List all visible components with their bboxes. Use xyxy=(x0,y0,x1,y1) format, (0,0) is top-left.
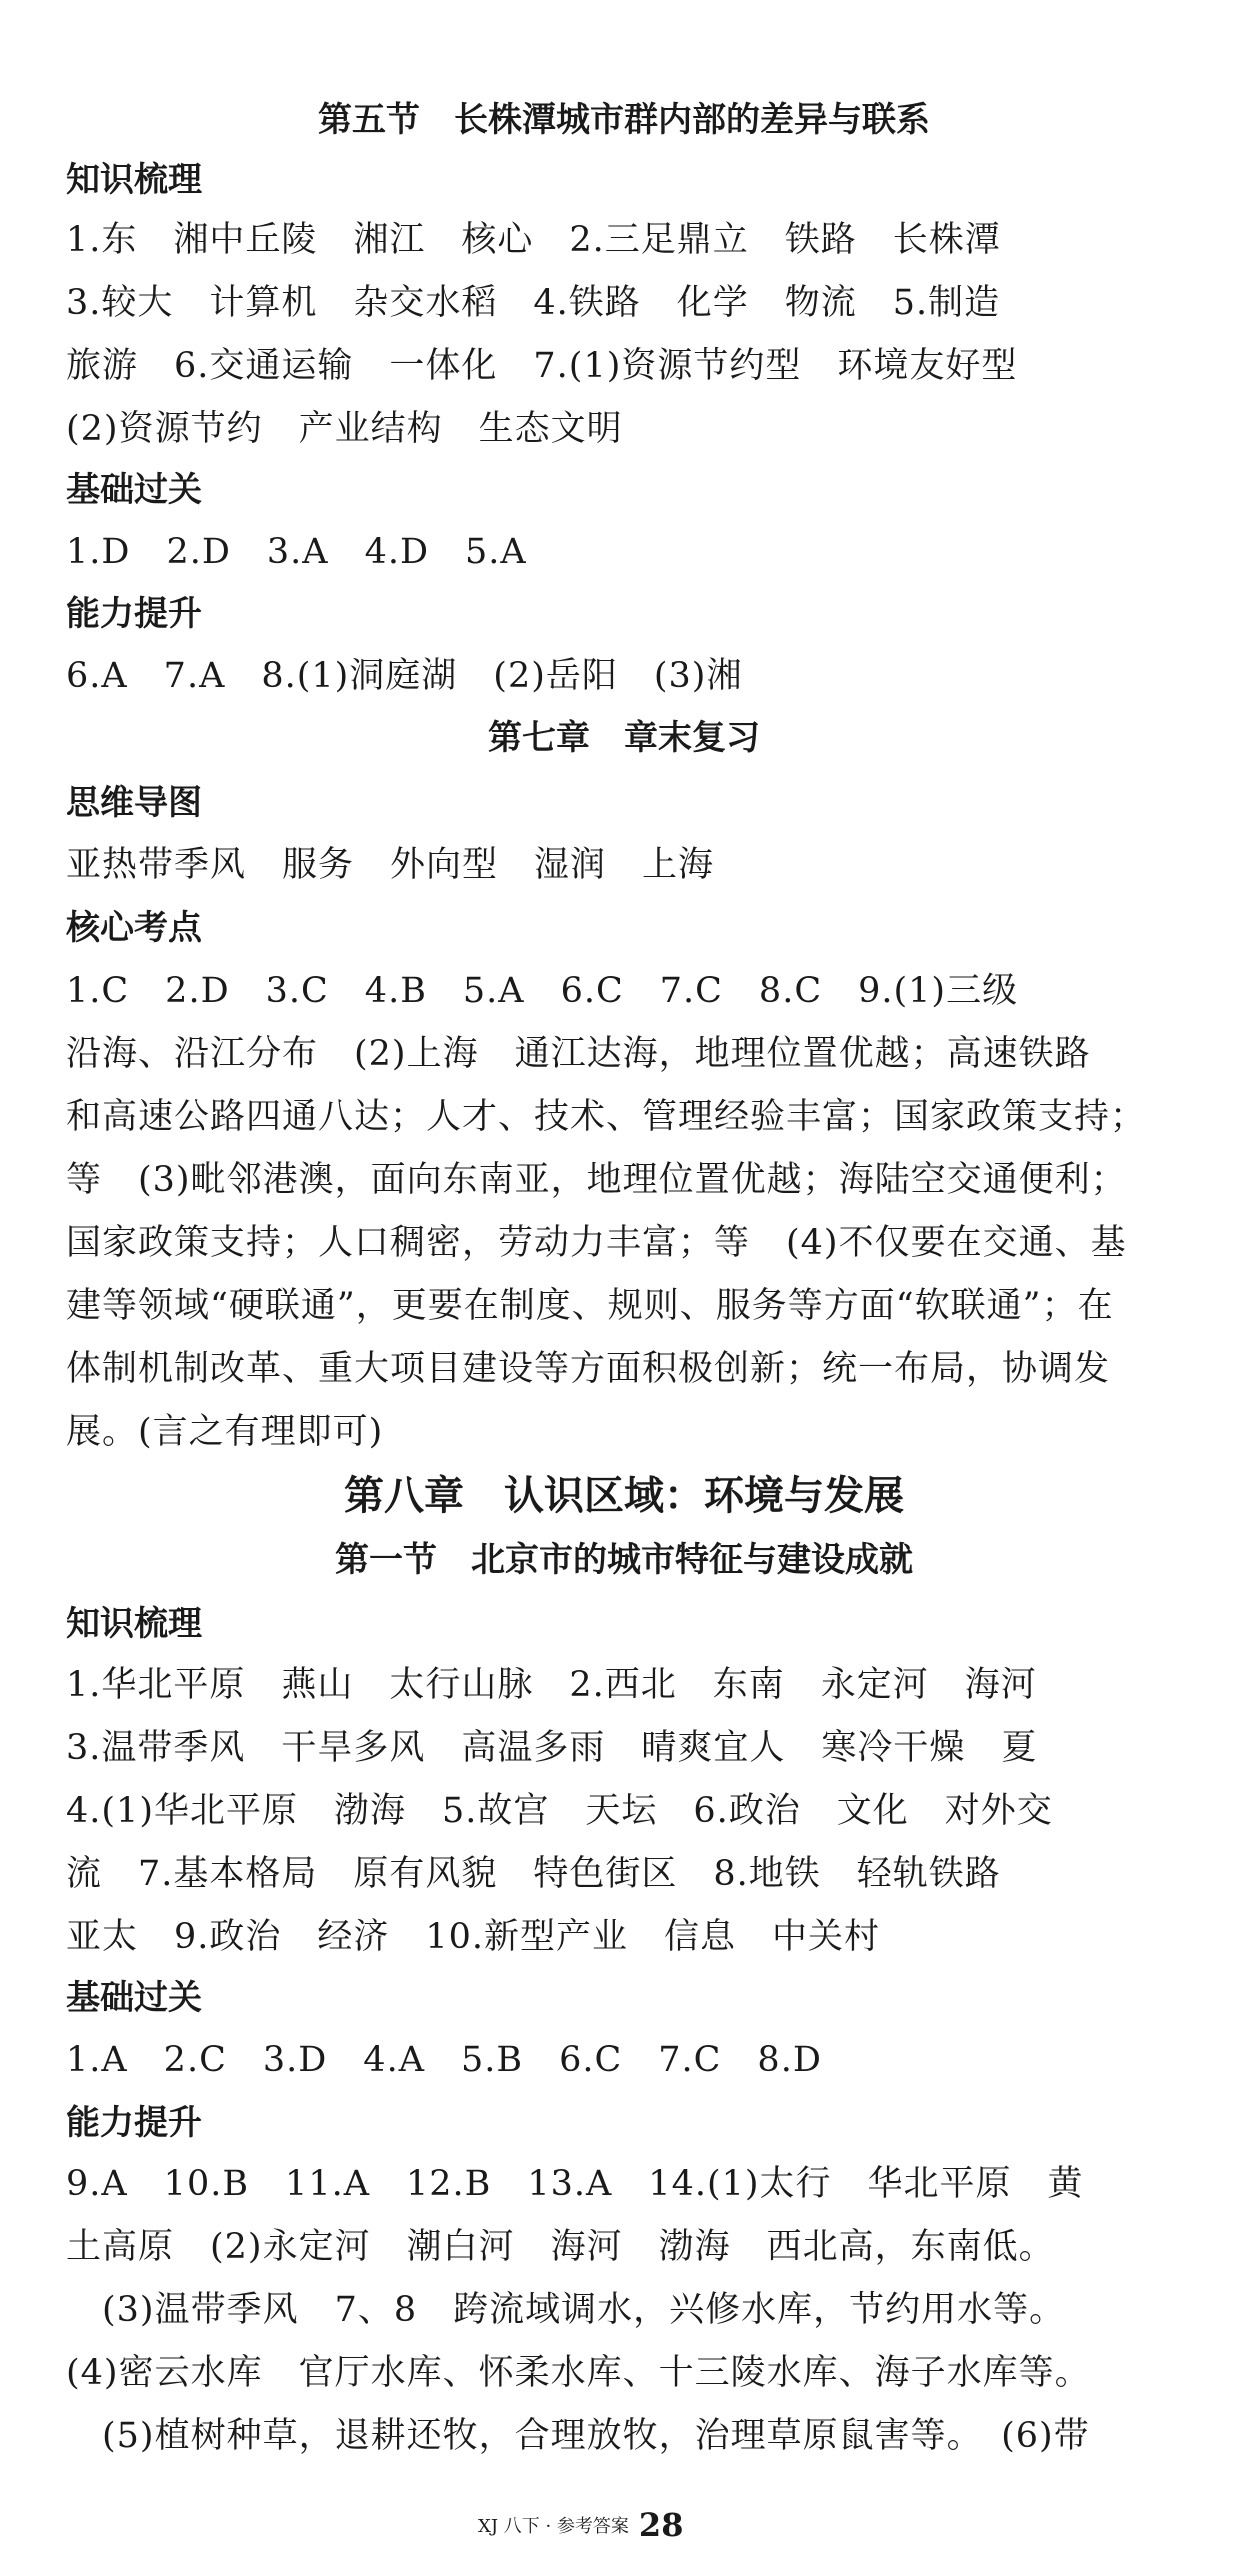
text-line: 1.A 2.C 3.D 4.A 5.B 6.C 7.C 8.D xyxy=(66,2040,822,2080)
text-line: 流 7.基本格局 原有风貌 特色街区 8.地铁 轻轨铁路 xyxy=(66,1854,1001,1894)
section-title-8-1: 第一节 北京市的城市特征与建设成就 xyxy=(335,1540,913,1580)
text-line: 国家政策支持；人口稠密，劳动力丰富；等 (4)不仅要在交通、基 xyxy=(66,1223,1127,1263)
heading-siwei: 思维导图 xyxy=(66,783,202,823)
text-line: 等 (3)毗邻港澳，面向东南亚，地理位置优越；海陆空交通便利； xyxy=(66,1160,1127,1200)
text-line: 展。(言之有理即可) xyxy=(66,1412,384,1452)
text-line: 1.东 湘中丘陵 湘江 核心 2.三足鼎立 铁路 长株潭 xyxy=(66,220,1001,260)
text-line: 1.D 2.D 3.A 4.D 5.A xyxy=(66,532,527,572)
text-line: 建等领域“硬联通”，更要在制度、规则、服务等方面“软联通”；在 xyxy=(66,1286,1114,1326)
text-line: 亚热带季风 服务 外向型 湿润 上海 xyxy=(66,845,715,885)
heading-zhishi: 知识梳理 xyxy=(66,1604,202,1644)
heading-nengli: 能力提升 xyxy=(66,2103,202,2143)
text-line: (4)密云水库 官厅水库、怀柔水库、十三陵水库、海子水库等。 xyxy=(66,2353,1091,2393)
heading-zhishi: 知识梳理 xyxy=(66,160,202,200)
text-line: (5)植树种草，退耕还牧，合理放牧，治理草原鼠害等。 (6)带 xyxy=(66,2416,1090,2456)
page-footer xyxy=(478,2506,683,2544)
text-line: 4.(1)华北平原 渤海 5.故宫 天坛 6.政治 文化 对外交 xyxy=(66,1791,1053,1831)
text-line: (2)资源节约 产业结构 生态文明 xyxy=(66,409,623,449)
text-line: 旅游 6.交通运输 一体化 7.(1)资源节约型 环境友好型 xyxy=(66,346,1018,386)
chapter-title-7: 第七章 章末复习 xyxy=(488,718,760,758)
text-line: 体制机制改革、重大项目建设等方面积极创新；统一布局，协调发 xyxy=(66,1349,1111,1389)
text-line: 沿海、沿江分布 (2)上海 通江达海，地理位置优越；高速铁路 xyxy=(66,1034,1091,1074)
chapter-title-8: 第八章 认识区域：环境与发展 xyxy=(344,1473,904,1519)
text-line: 1.华北平原 燕山 太行山脉 2.西北 东南 永定河 海河 xyxy=(66,1665,1037,1705)
footer-label: XJ 八下 · 参考答案 xyxy=(478,2516,629,2537)
text-line: (3)温带季风 7、8 跨流域调水，兴修水库，节约用水等。 xyxy=(66,2290,1066,2330)
heading-nengli: 能力提升 xyxy=(66,594,202,634)
heading-hexin: 核心考点 xyxy=(66,908,202,948)
section-title-5: 第五节 长株潭城市群内部的差异与联系 xyxy=(318,100,930,140)
text-line: 3.温带季风 干旱多风 高温多雨 晴爽宜人 寒冷干燥 夏 xyxy=(66,1728,1038,1768)
text-line: 和高速公路四通八达；人才、技术、管理经验丰富；国家政策支持； xyxy=(66,1097,1147,1137)
text-line: 土高原 (2)永定河 潮白河 海河 渤海 西北高，东南低。 xyxy=(66,2227,1055,2267)
heading-jichu: 基础过关 xyxy=(66,470,202,510)
text-line: 9.A 10.B 11.A 12.B 13.A 14.(1)太行 华北平原 黄 xyxy=(66,2164,1084,2204)
text-line: 亚太 9.政治 经济 10.新型产业 信息 中关村 xyxy=(66,1917,881,1957)
page-number: 28 xyxy=(638,2506,684,2544)
text-line: 1.C 2.D 3.C 4.B 5.A 6.C 7.C 8.C 9.(1)三级 xyxy=(66,971,1019,1011)
text-line: 6.A 7.A 8.(1)洞庭湖 (2)岳阳 (3)湘 xyxy=(66,656,743,696)
heading-jichu: 基础过关 xyxy=(66,1978,202,2018)
text-line: 3.较大 计算机 杂交水稻 4.铁路 化学 物流 5.制造 xyxy=(66,283,1001,323)
